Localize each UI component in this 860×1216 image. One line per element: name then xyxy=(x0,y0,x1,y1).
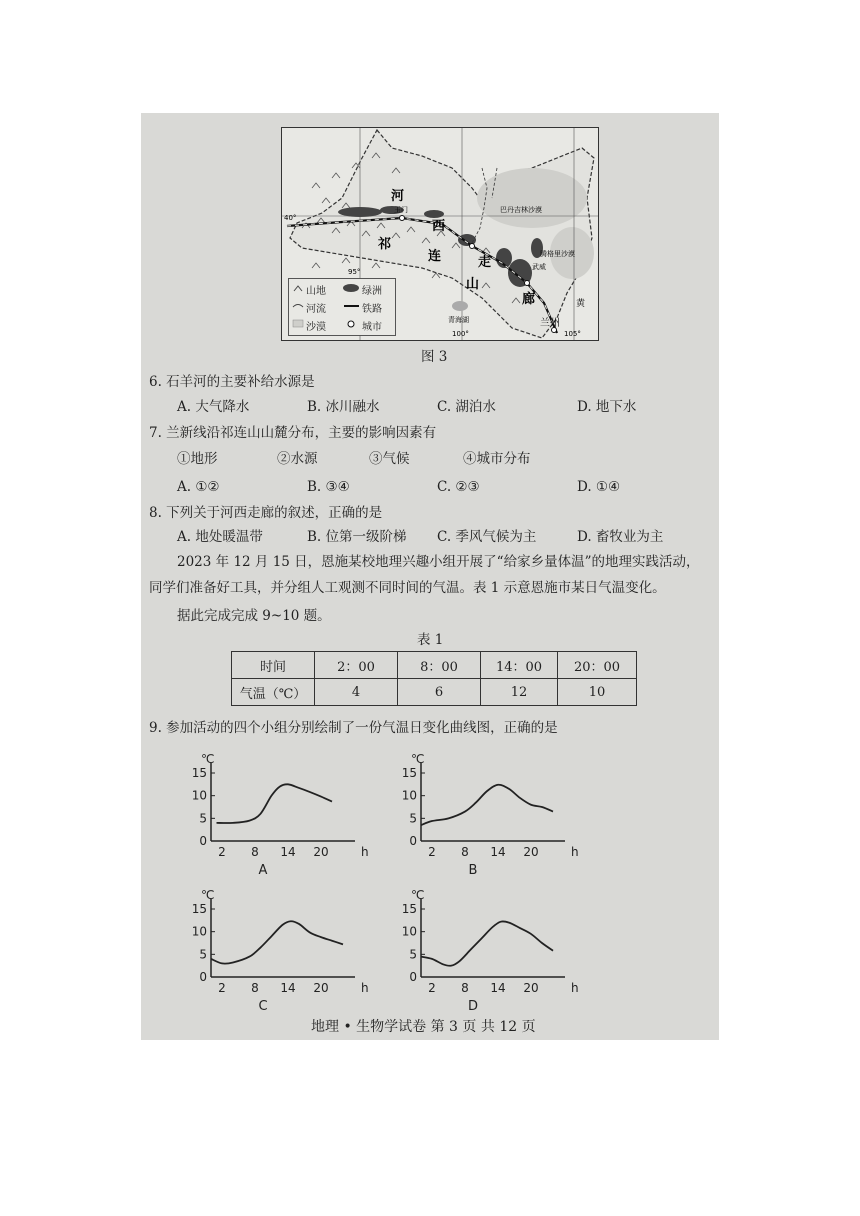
q9-stem: 9. 参加活动的四个小组分别绘制了一份气温日变化曲线图，正确的是 xyxy=(149,720,558,736)
y-axis-label: ℃ xyxy=(201,752,215,766)
hexi-corridor-map xyxy=(281,127,599,341)
table-title: 表 1 xyxy=(417,632,444,648)
legend-city: 城市 xyxy=(362,322,382,333)
q7-factor-2: ②水源 xyxy=(277,451,318,467)
map-label-lon95: 95° xyxy=(348,268,361,276)
x-tick-label: 8 xyxy=(251,845,259,859)
chart-c xyxy=(171,885,371,1015)
q6-option-d: D. 地下水 xyxy=(577,399,637,415)
chart-title: C xyxy=(258,999,268,1014)
q7-factor-4: ④城市分布 xyxy=(463,451,531,467)
chart-d xyxy=(381,885,581,1015)
y-tick-label: 5 xyxy=(199,947,207,962)
x-tick-label: 2 xyxy=(428,981,436,995)
intro-line-3: 据此完成完成 9~10 题。 xyxy=(177,608,331,624)
table-cell: 12 xyxy=(481,679,558,706)
table-cell: 14：00 xyxy=(481,652,558,679)
y-tick-label: 15 xyxy=(191,766,207,780)
y-tick-label: 15 xyxy=(401,766,417,780)
y-tick-label: 10 xyxy=(401,924,417,939)
temperature-curve xyxy=(211,921,343,963)
legend-desert: 沙漠 xyxy=(306,322,326,333)
x-tick-label: 8 xyxy=(461,845,469,859)
temperature-curve xyxy=(421,785,553,825)
x-tick-label: 2 xyxy=(218,845,226,859)
map-label-zou: 走 xyxy=(478,255,492,270)
table-header-temp: 气温（℃） xyxy=(232,679,315,706)
x-axis-label: h xyxy=(571,981,579,995)
chart-svg xyxy=(171,749,371,879)
q8-option-d: D. 畜牧业为主 xyxy=(577,529,664,545)
legend-railway: 铁路 xyxy=(362,304,382,315)
map-label-he: 河 xyxy=(391,189,405,204)
chart-title: B xyxy=(468,863,478,878)
x-tick-label: 14 xyxy=(280,981,296,995)
q7-option-c: C. ②③ xyxy=(437,479,480,495)
y-tick-label: 0 xyxy=(409,834,417,848)
q8-option-c: C. 季风气候为主 xyxy=(437,529,537,545)
table-header-time: 时间 xyxy=(232,652,315,679)
table-cell: 2：00 xyxy=(315,652,398,679)
q6-option-c: C. 湖泊水 xyxy=(437,399,496,415)
y-tick-label: 5 xyxy=(409,811,417,826)
map-label-badain: 巴丹吉林沙漠 xyxy=(500,206,542,214)
chart-a xyxy=(171,749,371,879)
q6-stem: 6. 石羊河的主要补给水源是 xyxy=(149,374,315,390)
legend-river: 河流 xyxy=(306,304,326,315)
x-tick-label: 20 xyxy=(313,845,329,859)
chart-svg xyxy=(381,749,581,879)
x-tick-label: 8 xyxy=(251,981,259,995)
exam-page xyxy=(141,113,719,1040)
y-tick-label: 10 xyxy=(191,924,207,939)
q7-option-d: D. ①④ xyxy=(577,479,621,495)
chart-svg xyxy=(171,885,371,1015)
x-tick-label: 14 xyxy=(490,981,506,995)
x-tick-label: 8 xyxy=(461,981,469,995)
map-label-shan: 山 xyxy=(466,277,480,292)
intro-line-1: 2023 年 12 月 15 日，恩施某校地理兴趣小组开展了“给家乡量体温”的地理实践活动， xyxy=(177,554,700,570)
chart-b xyxy=(381,749,581,879)
chart-title: A xyxy=(258,863,268,878)
temperature-table xyxy=(231,651,637,706)
x-tick-label: 14 xyxy=(490,845,506,859)
y-tick-label: 0 xyxy=(199,834,207,848)
table-cell: 6 xyxy=(398,679,481,706)
intro-line-2: 同学们准备好工具，并分组人工观测不同时间的气温。表 1 示意恩施市某日气温变化。 xyxy=(149,580,666,596)
q7-factor-3: ③气候 xyxy=(369,451,410,467)
y-axis-label: ℃ xyxy=(201,888,215,902)
x-tick-label: 20 xyxy=(523,981,539,995)
chart-svg xyxy=(381,885,581,1015)
x-axis-label: h xyxy=(361,845,369,859)
map-label-wuwei: 武威 xyxy=(532,263,546,271)
y-axis-label: ℃ xyxy=(411,752,425,766)
map-label-huang: 黄 xyxy=(576,299,586,309)
temperature-curve xyxy=(421,921,553,965)
q8-option-b: B. 位第一级阶梯 xyxy=(307,529,407,545)
map-label-qi: 祁 xyxy=(378,237,392,252)
table-cell: 10 xyxy=(558,679,637,706)
x-axis-label: h xyxy=(571,845,579,859)
y-tick-label: 15 xyxy=(401,902,417,916)
table-row xyxy=(232,679,637,706)
y-tick-label: 0 xyxy=(409,970,417,984)
map-label-lat40: 40° xyxy=(284,214,297,222)
q7-option-b: B. ③④ xyxy=(307,479,350,495)
q8-stem: 8. 下列关于河西走廊的叙述，正确的是 xyxy=(149,505,383,521)
x-tick-label: 20 xyxy=(523,845,539,859)
map-label-lian: 连 xyxy=(428,249,442,264)
table-row xyxy=(232,652,637,679)
q8-option-a: A. 地处暖温带 xyxy=(177,529,263,545)
map-label-lang: 廊 xyxy=(522,292,536,307)
x-axis-label: h xyxy=(361,981,369,995)
chart-title: D xyxy=(467,999,479,1014)
temperature-curve xyxy=(217,784,333,823)
x-tick-label: 14 xyxy=(280,845,296,859)
map-label-tengger: 腾格里沙漠 xyxy=(540,250,575,258)
x-tick-label: 20 xyxy=(313,981,329,995)
map-label-lon105: 105° xyxy=(564,330,581,338)
table-cell: 8：00 xyxy=(398,652,481,679)
x-tick-label: 2 xyxy=(428,845,436,859)
y-axis-label: ℃ xyxy=(411,888,425,902)
map-label-qinghai: 青海湖 xyxy=(448,316,469,324)
y-tick-label: 15 xyxy=(191,902,207,916)
map-legend xyxy=(288,278,396,336)
map-label-lanzhou: 兰州 xyxy=(540,318,560,329)
y-tick-label: 5 xyxy=(199,811,207,826)
legend-mountain: 山地 xyxy=(306,286,326,297)
map-label-lon100: 100° xyxy=(452,330,469,338)
table-cell: 4 xyxy=(315,679,398,706)
map-label-yumen: 玉门 xyxy=(394,206,408,214)
x-tick-label: 2 xyxy=(218,981,226,995)
page-footer: 地理 • 生物学试卷 第 3 页 共 12 页 xyxy=(311,1019,536,1035)
figure-caption: 图 3 xyxy=(421,349,448,365)
y-tick-label: 5 xyxy=(409,947,417,962)
map-label-xi: 西 xyxy=(432,219,446,234)
y-tick-label: 10 xyxy=(191,788,207,803)
q6-option-a: A. 大气降水 xyxy=(177,399,250,415)
badain-desert xyxy=(477,168,587,228)
q7-factor-1: ①地形 xyxy=(177,451,218,467)
q7-stem: 7. 兰新线沿祁连山山麓分布，主要的影响因素有 xyxy=(149,425,437,441)
y-tick-label: 10 xyxy=(401,788,417,803)
q6-option-b: B. 冰川融水 xyxy=(307,399,380,415)
y-tick-label: 0 xyxy=(199,970,207,984)
table-cell: 20：00 xyxy=(558,652,637,679)
qinghai-lake xyxy=(452,301,468,311)
q7-option-a: A. ①② xyxy=(177,479,220,495)
legend-oasis: 绿洲 xyxy=(362,286,382,297)
